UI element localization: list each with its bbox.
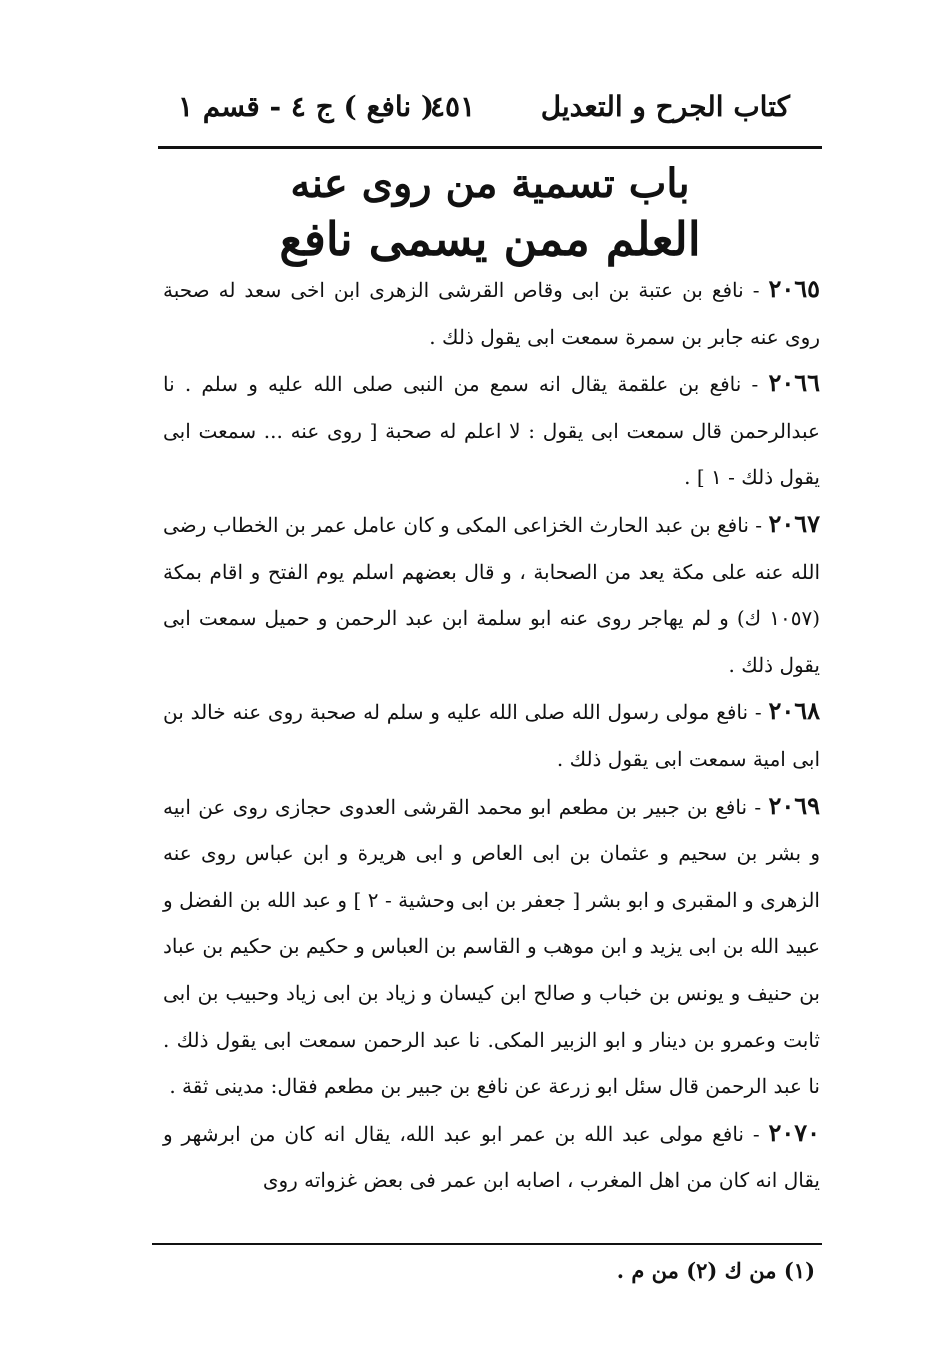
chapter-title-line-1: باب تسمية من روى عنه <box>290 160 690 207</box>
book-title: كتاب الجرح و التعديل <box>540 90 790 123</box>
entry-text: - نافع بن جبير بن مطعم ابو محمد القرشى العدوى حجازى روى عن ابيه و بشر بن سحيم و عثمان بن ابى العاص و ابى هريرة و ابن عباس روى عنه الزهرى و المقبرى و ابو بشر [ جعفر بن ابى وحشية - ٢ ] و عبد الله بن الفضل و عبيد الله بن ابى يزيد و ابن موهب و القاسم بن العباس و حكيم بن حكيم بن عباد بن حنيف و يونس بن خباب و صالح ابن كيسان و زياد بن ابى زياد وحبيب بن ابى ثابت وعمرو بن دينار و ابو الزبير المكى. نا عبد الرحمن سمعت ابى يقول ذلك . نا عبد الرحمن قال سئل ابو زرعة عن نافع بن جبير بن مطعم فقال: مدينى ثقة . <box>163 794 821 1099</box>
entry-2067 <box>163 501 820 688</box>
entry-2070 <box>163 1110 820 1204</box>
running-header <box>160 82 820 140</box>
entry-number: ٢٠٦٩ <box>768 790 820 820</box>
page-number: ٤٥١ <box>430 90 476 123</box>
entry-text: - نافع بن علقمة يقال انه سمع من النبى صلى الله عليه و سلم . نا عبدالرحمن قال سمعت ابى يقول : لا اعلم له صحبة [ روى عنه ... سمعت ابى يقول ذلك - ١ ] . <box>163 372 820 490</box>
entry-number: ٢٠٧٠ <box>768 1117 821 1147</box>
section-label: ( نافع ) ج ٤ - قسم ١ <box>178 90 435 123</box>
entry-number: ٢٠٦٨ <box>768 696 821 726</box>
entry-text: - نافع بن عبد الحارث الخزاعى المكى و كان عامل عمر بن الخطاب رضى الله عنه على مكة يعد من الصحابة ، و قال بعضهم اسلم يوم الفتح و اقام بمكة (١٠٥٧ ك) و لم يهاجر روى عنه ابو سلمة ابن عبد الرحمن و حميل سمعت ابى يقول ذلك . <box>163 512 820 677</box>
header-rule <box>158 146 822 149</box>
entry-number: ٢٠٦٧ <box>768 508 820 538</box>
entry-text: - نافع بن عتبة بن ابى وقاص القرشى الزهرى ابن اخى سعد له صحبة روى عنه جابر بن سمرة سمعت ابى يقول ذلك . <box>163 278 820 349</box>
entries-body <box>163 266 820 1204</box>
chapter-title-line-2: العلم ممن يسمى نافع <box>279 212 701 266</box>
entry-2066 <box>163 360 820 501</box>
entry-2065 <box>163 266 820 360</box>
entry-2068 <box>163 688 820 782</box>
footnote: (١) من ك (٢) من م . <box>616 1258 815 1283</box>
entry-number: ٢٠٦٦ <box>768 368 821 398</box>
footnote-rule <box>152 1243 822 1245</box>
entry-2069 <box>163 783 820 1110</box>
entry-text: - نافع مولى رسول الله صلى الله عليه و سلم له صحبة روى عنه خالد بن ابى امية سمعت ابى يقول ذلك . <box>163 700 820 771</box>
entry-text: - نافع مولى عبد الله بن عمر ابو عبد الله، يقال انه كان من ابرشهر و يقال انه كان من اهل المغرب ، اصابه ابن عمر فى بعض غزواته روى <box>163 1121 820 1193</box>
entry-number: ٢٠٦٥ <box>768 274 820 303</box>
